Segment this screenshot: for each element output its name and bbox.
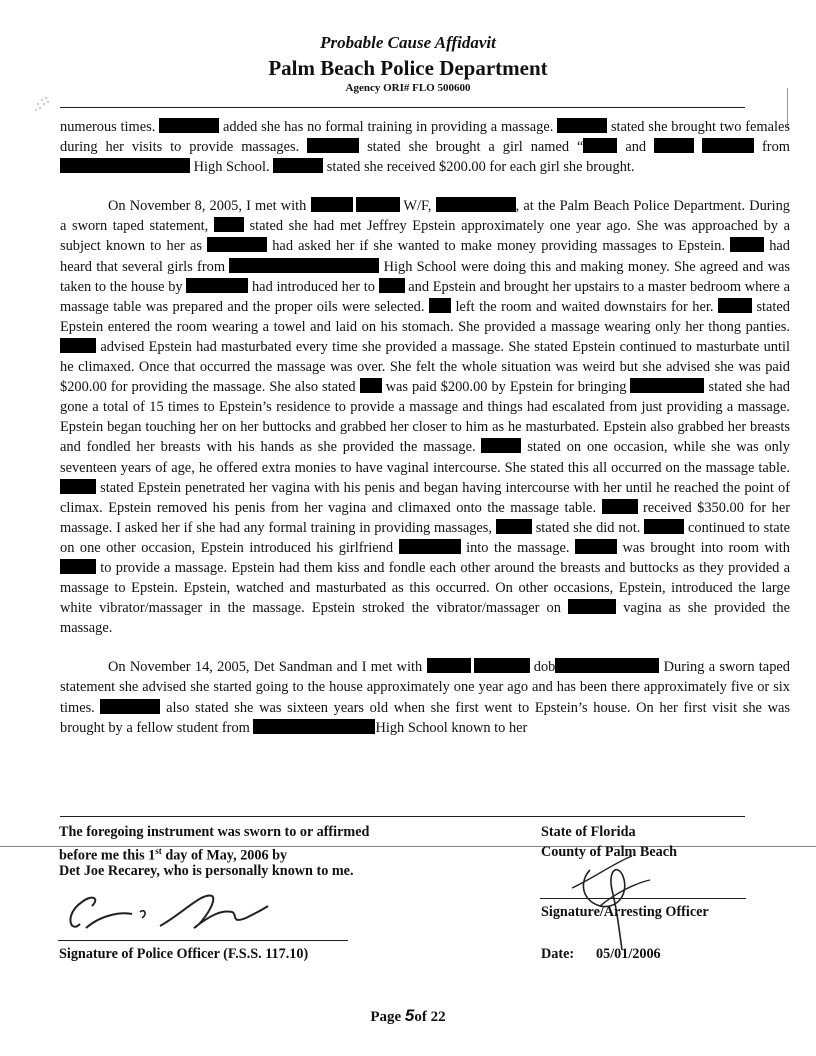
section-rule [60,816,745,817]
affidavit-body [60,117,790,757]
text: On November 14, 2005, Det Sandman and I met with [108,659,423,676]
redaction [356,197,400,212]
text: continued to state on one other occasion, Epstein introduced his girlfriend [60,519,790,556]
redaction [100,699,160,714]
redaction [436,197,516,212]
officer-signature-line [540,898,746,899]
text: was brought into room with [622,539,790,556]
text: stated she had gone a total of 15 times to Epstein’s residence to provide a massage and things had escalated from just providing a massage. Epstein began touching her on her buttocks and grabbed her closer to him as he masturbated. Epstein also grabbed her breasts and fondled her breasts with his hands as she provided the massage. [60,379,790,456]
redaction [253,719,375,734]
redaction [575,539,617,554]
redaction [630,378,704,393]
certification-date-text: before me this 1 [59,847,156,864]
redaction [379,278,405,293]
text: numerous times. [60,119,156,135]
redaction [481,438,521,453]
text: High School known to her [375,719,528,736]
text: to provide a massage. Epstein had them kiss and fondle each other around the breasts and buttocks as they provided a massage to Epstein. Epstein, watched and masturbated as this occurred. On other occasions, Epstein, introduced the large white vibrator/massager in the massage. Epstein stroked the vibrator/massager on [60,559,790,617]
text: added she has no formal training in providing a massage. [222,119,554,135]
text: received $350.00 for her massage. I asked her if she had any formal training in providing massages, [60,499,790,536]
text: had asked her if she wanted to make money providing massages to Epstein. [272,238,725,255]
redaction [474,658,530,673]
redaction [557,118,607,133]
redaction [360,378,382,393]
redaction [496,519,532,534]
redaction [60,559,96,574]
text: High School. [193,159,270,176]
notary-signature-label: Signature of Police Officer (F.S.S. 117.10) [59,946,309,962]
text: and [625,139,647,156]
agency-ori: Agency ORI# FLO 500600 [345,82,471,94]
text: had introduced her to [251,278,375,295]
redaction [654,138,694,153]
redaction [60,338,96,353]
notary-signature-line [58,940,348,941]
certification-line-1: The foregoing instrument was sworn to or affirmed [59,824,370,840]
text: vagina as she provided the massage. [60,600,790,637]
text: from [761,139,790,156]
redaction [60,158,190,173]
redaction [60,479,96,494]
text: stated she had met Jeffrey Epstein approximately one year ago. She was approached by a subject known to her as [60,218,790,255]
text: had heard that several girls from [60,238,790,275]
header-rule [60,107,745,108]
certification-date-text-2: day of May, 2006 by [161,847,288,864]
text: and Epstein and brought her upstairs to a master bedroom where a massage table was prepared and the proper oils were selected. [60,278,790,315]
text: stated Epstein entered the room wearing a towel and laid on his stomach. She provided a massage wearing only her thong panties. [60,298,791,335]
text: High School were doing this and making money. She agreed and was taken to the house by [60,258,790,295]
redaction [207,237,267,252]
text: stated she did not. [535,519,641,536]
redaction [555,658,659,673]
text: On November 8, 2005, I met with [108,198,307,215]
paragraph-1 [60,117,790,177]
paragraph-3 [60,657,790,737]
text: During a sworn taped statement she advised she started going to the house approximately one year ago and has been there approximately five or six times. [60,659,790,716]
redaction [427,658,471,673]
date-label: Date: [541,946,575,962]
redaction [273,158,323,173]
redaction [602,499,638,514]
notary-signature [62,884,272,944]
redaction [399,539,461,554]
text: stated Epstein penetrated her vagina with his penis and began having intercourse with her until he reached the point of climax. Epstein removed his penis from her vagina and climaxed onto the massage table. [60,479,790,516]
redaction [718,298,752,313]
redaction [229,258,379,273]
text: stated she received $200.00 for each girl she brought. [326,159,635,176]
scan-speckle [32,90,62,118]
text: stated on one occasion, while she was only seventeen years of age, he offered extra monies to have vaginal intercourse. She stated this all occurred on the massage table. [60,439,791,476]
redaction [730,237,764,252]
redaction [159,118,219,133]
text: also stated she was sixteen years old when she first went to Epstein’s house. On her first visit she was brought by a fellow student from [60,699,790,736]
redaction [214,217,244,232]
date-value: 05/01/2006 [596,946,661,962]
page-current: 5 [404,1006,415,1025]
state-name: State of Florida [541,824,636,840]
text: stated she brought a girl named “ [367,139,584,156]
page-label: Page [370,1009,402,1025]
redaction [583,138,617,153]
redaction [186,278,248,293]
page-total: of 22 [414,1009,446,1025]
text: was paid $200.00 by Epstein for bringing [385,379,627,396]
document-title: Probable Cause Affidavit [320,33,496,52]
text: , at the Palm Beach Police Department. During a sworn taped statement, [60,198,790,235]
text: into the massage. [466,539,570,556]
redaction [311,197,353,212]
text: W/F, [403,198,432,215]
county-name: County of Palm Beach [541,844,677,860]
certification-line-3: Det Joe Recarey, who is personally known to me. [59,863,354,879]
redaction [429,298,451,313]
officer-signature-label: Signature/Arresting Officer [541,904,709,920]
redaction [644,519,684,534]
paragraph-2 [60,196,790,638]
text: dob [533,659,556,676]
page-number [0,1006,816,1026]
redaction [702,138,754,153]
text: left the room and waited downstairs for her. [455,298,714,315]
redaction [568,599,616,614]
text: stated she brought two females during her visits to provide massages. [60,119,790,156]
text: advised Epstein had masturbated every time she provided a massage. She stated Epstein continued to masturbate until he climaxed. Once that occurred the massage was over. She felt the whole situation was weird but she advised she was paid $200.00 for providing the massage. She also stated [60,338,790,396]
department-name: Palm Beach Police Department [268,56,548,80]
redaction [307,138,359,153]
ordinal-suffix: st [155,846,162,856]
